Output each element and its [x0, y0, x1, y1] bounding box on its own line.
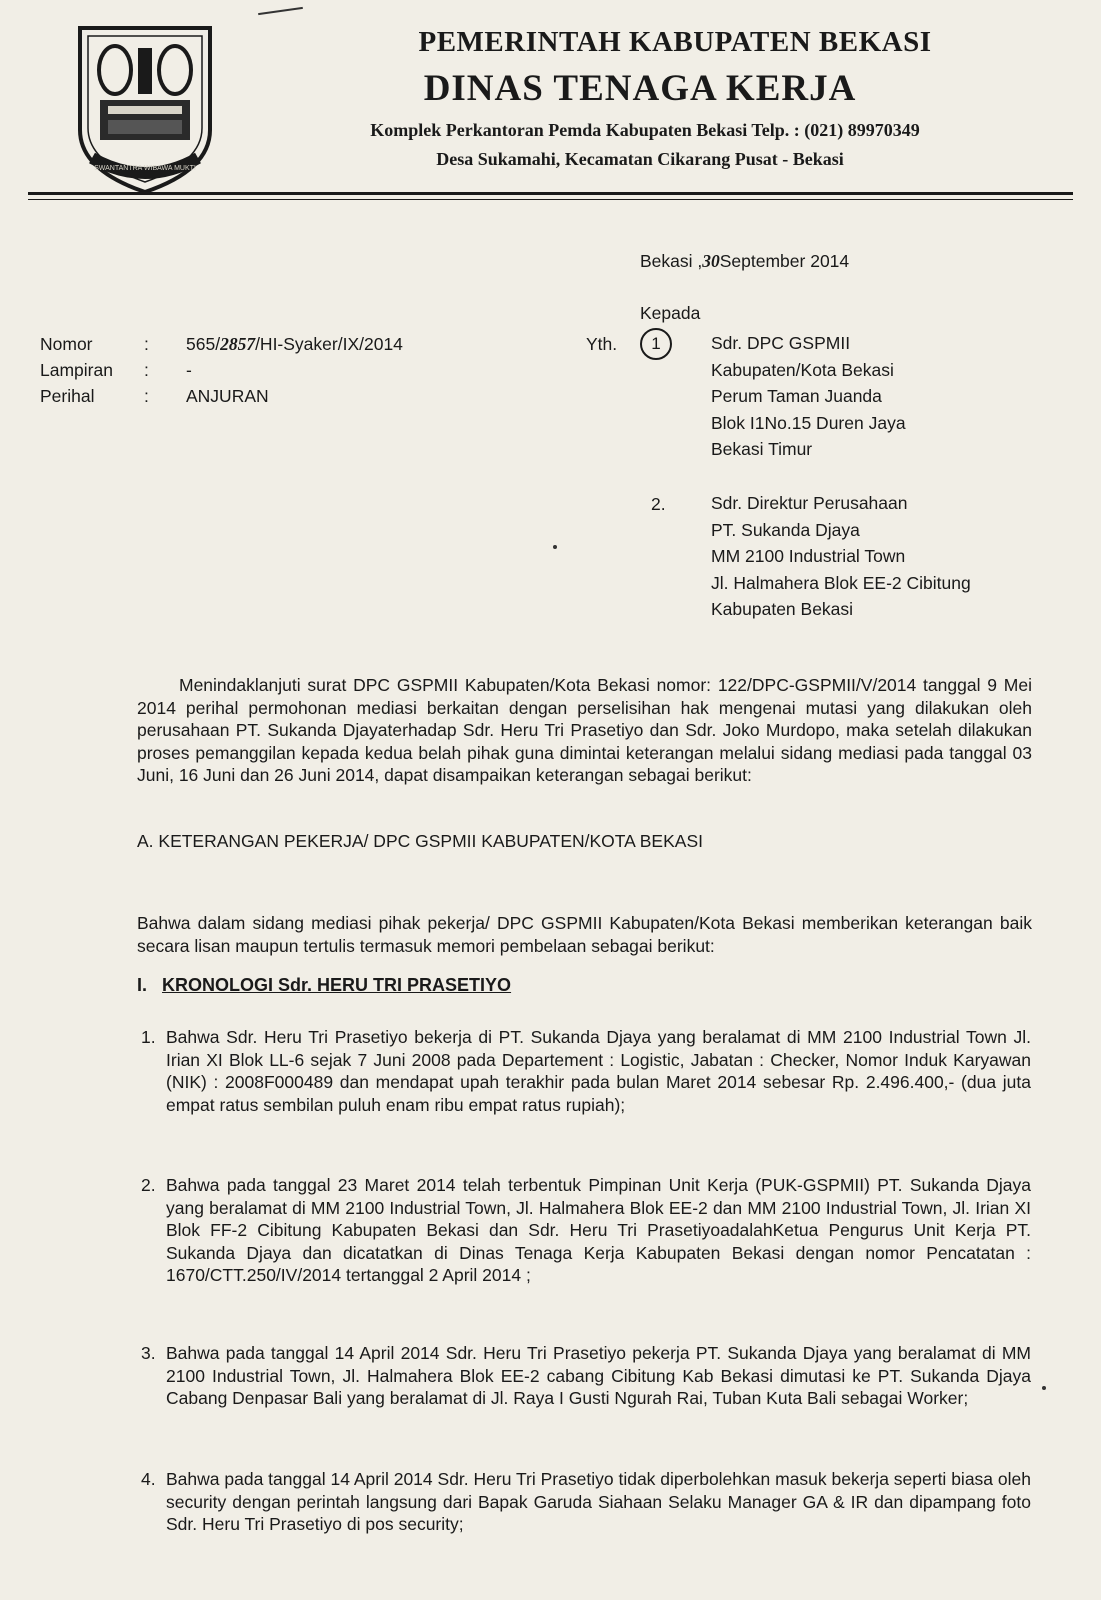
recipient-2-address — [711, 490, 971, 623]
ink-dot — [1042, 1386, 1046, 1390]
recipient-line: Blok I1No.15 Duren Jaya — [711, 412, 906, 433]
nomor-row — [40, 334, 403, 355]
crest-motto: SWANTANTRA WIBAWA MUKTI — [94, 165, 196, 172]
item-number: 2. — [141, 1175, 156, 1195]
nomor-prefix: 565/ — [186, 334, 221, 354]
item-text: Bahwa Sdr. Heru Tri Prasetiyo bekerja di PT. Sukanda Djaya yang beralamat di MM 2100 Industrial Town Jl. Irian XI Blok LL-6 sejak 7 Juni 2008 pada Departement : Logistic, Jabatan : Checker, Nomor Induk Karyawan (NIK) : 2008F000489 dan mendapat upah terakhir pada bulan Maret 2014 sebesar Rp. 2.496.400,- (dua juta empat ratus sembilan puluh enam ribu empat ratus rupiah); — [166, 1027, 1031, 1115]
recipient-line: Kabupaten/Kota Bekasi — [711, 359, 894, 380]
kronologi-number: I. — [137, 975, 148, 995]
department-name: DINAS TENAGA KERJA — [423, 68, 857, 109]
list-item — [141, 1174, 1031, 1287]
list-item — [141, 1468, 1031, 1536]
yth-label: Yth. — [586, 334, 618, 354]
recipient-line: Jl. Halmahera Blok EE-2 Cibitung — [711, 572, 971, 593]
item-text: Bahwa pada tanggal 23 Maret 2014 telah terbentuk Pimpinan Unit Kerja (PUK-GSPMII) PT. Sukanda Djaya yang beralamat di MM 2100 Industrial Town, Jl. Halmahera Blok EE-2 dan MM 2100 Industrial Town, Jl. Irian XI Blok FF-2 Cibitung Kabupaten Bekasi dan Sdr. Heru Tri PrasetiyoadalahKetua Pengurus Unit Kerja PT. Sukanda Djaya dan dicatatkan di Dinas Tenaga Kerja Kabupaten Bekasi dengan nomor Pencatatan : 1670/CTT.250/IV/2014 tertanggal 2 April 2014 ; — [166, 1175, 1031, 1285]
recipient-line: MM 2100 Industrial Town — [711, 546, 906, 566]
item-text: Bahwa pada tanggal 14 April 2014 Sdr. Heru Tri Prasetiyo pekerja PT. Sukanda Djaya yang beralamat di MM 2100 Industrial Town, Jl. Halmahera Blok EE-2 cabang Cibitung Kab Bekasi dimutasi ke PT. Sukanda Djaya Cabang Denpasar Bali yang beralamat di Jl. Raya I Gusti Ngurah Rai, Tuban Kuta Bali sebagai Worker; — [166, 1343, 1031, 1408]
lampiran-colon: : — [144, 360, 149, 380]
lampiran-row — [40, 360, 192, 381]
recipient-line: PT. Sukanda Djaya — [711, 519, 860, 540]
letterhead — [240, 26, 1040, 170]
section-a-heading: A. KETERANGAN PEKERJA/ DPC GSPMII KABUPATEN/KOTA BEKASI — [137, 831, 703, 851]
ink-dot — [553, 545, 557, 549]
item-number: 3. — [141, 1343, 156, 1363]
recipient-1-number: 1 — [640, 328, 672, 360]
recipient-line: Perum Taman Juanda — [711, 386, 882, 406]
recipient-line: Sdr. Direktur Perusahaan — [711, 493, 908, 513]
perihal-value: ANJURAN — [186, 386, 269, 406]
nomor-colon: : — [144, 334, 149, 354]
recipient-line: Kabupaten Bekasi — [711, 599, 854, 619]
date-day-handwritten: 30 — [702, 251, 720, 271]
recipient-line: Sdr. DPC GSPMII — [711, 333, 851, 353]
bekasi-crest-emblem — [70, 20, 220, 198]
nomor-suffix: /HI-Syaker/IX/2014 — [255, 334, 403, 354]
recipient-2-number: 2. — [651, 494, 666, 514]
item-number: 1. — [141, 1027, 156, 1047]
letter-date — [640, 250, 849, 273]
perihal-row — [40, 386, 269, 407]
kronologi-title: KRONOLOGI Sdr. HERU TRI PRASETIYO — [162, 975, 512, 995]
kronologi-heading — [137, 975, 511, 996]
recipient-line: Bekasi Timur — [711, 439, 813, 459]
lampiran-label: Lampiran — [40, 360, 113, 380]
perihal-label: Perihal — [40, 386, 95, 406]
nomor-handwritten: 2857 — [220, 334, 256, 354]
letterhead-divider — [28, 192, 1073, 195]
kepada-label: Kepada — [640, 303, 701, 323]
pen-mark — [258, 7, 303, 15]
intro-paragraph: Menindaklanjuti surat DPC GSPMII Kabupaten/Kota Bekasi nomor: 122/DPC-GSPMII/V/2014 tanggal 9 Mei 2014 perihal permohonan mediasi berkaitan dengan perselisihan hak mengenai mutasi yang dilakukan oleh perusahaan PT. Sukanda Djayaterhadap Sdr. Heru Tri Prasetiyo dan Sdr. Joko Murdopo, maka setelah dilakukan proses pemanggilan kepada kedua belah pihak guna dimintai keterangan melalui sidang mediasi pada tanggal 03 Juni, 16 Juni dan 26 Juni 2014, dapat disampaikan keterangan sebagai berikut: — [137, 675, 1032, 785]
item-text: Bahwa pada tanggal 14 April 2014 Sdr. Heru Tri Prasetiyo tidak diperbolehkan masuk bekerja seperti biasa oleh security dengan perintah langsung dari Bapak Garuda Siahaan Selaku Manager GA & IR dan dipampang foto Sdr. Heru Tri Prasetiyo di pos security; — [166, 1469, 1031, 1534]
date-month-year: September 2014 — [719, 251, 850, 271]
lampiran-value: - — [186, 360, 192, 380]
perihal-colon: : — [144, 386, 149, 406]
item-number: 4. — [141, 1469, 156, 1489]
list-item — [141, 1026, 1031, 1116]
date-prefix: Bekasi , — [640, 251, 703, 271]
list-item — [141, 1342, 1031, 1410]
office-location: Desa Sukamahi, Kecamatan Cikarang Pusat - Bekasi — [436, 149, 844, 169]
letterhead-divider-thin — [28, 199, 1073, 200]
nomor-label: Nomor — [40, 334, 93, 354]
recipient-1-address — [711, 330, 906, 463]
section-a-paragraph: Bahwa dalam sidang mediasi pihak pekerja/ DPC GSPMII Kabupaten/Kota Bekasi memberikan keterangan baik secara lisan maupun tertulis termasuk memori pembelaan sebagai berikut: — [137, 913, 1032, 956]
office-address: Komplek Perkantoran Pemda Kabupaten Bekasi Telp. : (021) 89970349 — [370, 120, 920, 140]
government-name: PEMERINTAH KABUPATEN BEKASI — [418, 26, 932, 58]
